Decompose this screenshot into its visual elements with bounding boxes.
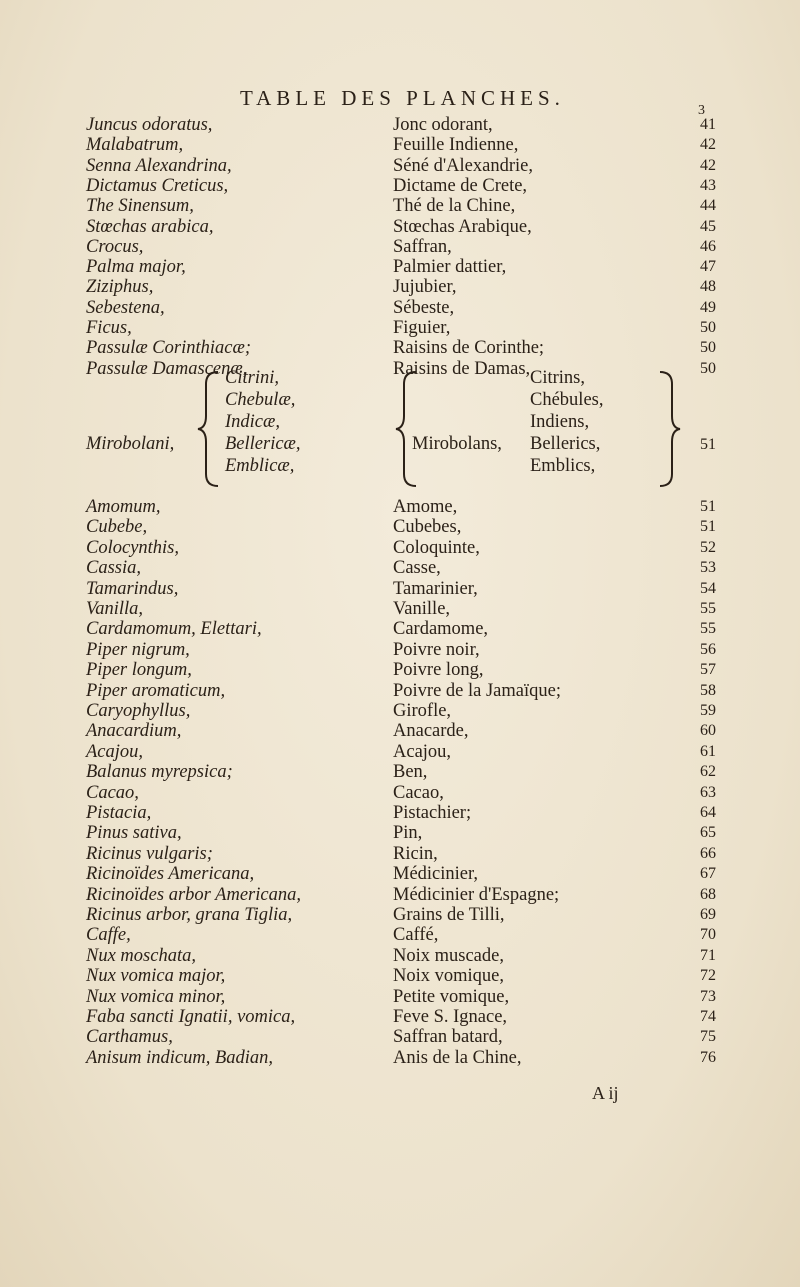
signature-mark: A ij xyxy=(592,1083,619,1103)
french-name: Sébeste, xyxy=(393,297,455,318)
latin-name: Cacao, xyxy=(86,782,139,803)
french-name: Jujubier, xyxy=(393,277,457,298)
latin-name: Caryophyllus, xyxy=(86,701,191,721)
table-row xyxy=(0,598,800,620)
french-name: Pin, xyxy=(393,823,423,844)
table-row xyxy=(0,843,800,865)
plate-number: 55 xyxy=(700,600,716,617)
latin-name: Tamarindus, xyxy=(86,578,179,599)
table-row xyxy=(0,720,800,742)
latin-name: Piper nigrum, xyxy=(86,639,190,660)
latin-name: Ricinus vulgaris; xyxy=(86,843,213,864)
plate-number: 57 xyxy=(700,661,716,679)
latin-name: Stœchas arabica, xyxy=(86,216,214,237)
french-name: Noix vomique, xyxy=(393,966,504,987)
mirobolans-label: Mirobolans, xyxy=(412,434,502,454)
french-name: Cardamome, xyxy=(393,619,489,640)
latin-name: Sebestena, xyxy=(86,297,165,318)
french-name: Petite vomique, xyxy=(393,986,510,1007)
latin-name: Colocynthis, xyxy=(86,537,180,558)
plate-number: 49 xyxy=(700,298,716,316)
french-name: Vanille, xyxy=(393,599,451,619)
plate-number: 63 xyxy=(700,783,716,801)
plate-number: 59 xyxy=(700,702,716,719)
plate-number: 68 xyxy=(700,885,716,903)
latin-name: Vanilla, xyxy=(86,599,144,619)
latin-name: Acajou, xyxy=(86,741,144,762)
french-name: Raisins de Corinthe; xyxy=(393,338,545,359)
table-row xyxy=(0,700,800,722)
table-row xyxy=(0,114,800,136)
french-name: Médicinier d'Espagne; xyxy=(393,884,560,905)
latin-name: Palma major, xyxy=(86,257,186,278)
latin-name: Passulæ Corinthiacæ; xyxy=(86,338,251,359)
mirobolani-label: Mirobolani, xyxy=(86,434,175,454)
plate-number: 75 xyxy=(700,1028,716,1046)
latin-name: Anisum indicum, Badian, xyxy=(86,1047,274,1068)
plate-number: 60 xyxy=(700,722,716,740)
french-name: Anacarde, xyxy=(393,721,469,742)
french-name: Dictame de Crete, xyxy=(393,175,528,196)
latin-name: Balanus myrepsica; xyxy=(86,762,233,783)
plate-number: 69 xyxy=(700,906,716,923)
french-name: Noix muscade, xyxy=(393,945,504,966)
plate-number: 41 xyxy=(700,116,716,133)
plate-number: 58 xyxy=(700,681,716,699)
table-row xyxy=(0,904,800,926)
french-name: Coloquinte, xyxy=(393,537,480,558)
plate-number: 66 xyxy=(700,844,716,862)
table-row xyxy=(0,680,800,702)
plate-number: 45 xyxy=(700,217,716,235)
plate-number: 70 xyxy=(700,926,716,944)
table-row xyxy=(0,945,800,967)
plate-number: 50 xyxy=(700,359,716,377)
french-name: Jonc odorant, xyxy=(393,115,493,135)
table-row xyxy=(0,863,800,885)
french-name: Poivre de la Jamaïque; xyxy=(393,680,561,701)
french-name: Casse, xyxy=(393,558,441,579)
table-row xyxy=(0,175,800,197)
latin-name: Piper longum, xyxy=(86,660,192,681)
latin-name: Nux moschata, xyxy=(86,945,196,966)
table-row xyxy=(0,516,800,538)
table-row xyxy=(0,986,800,1008)
plate-number: 76 xyxy=(700,1048,716,1066)
plate-number: 73 xyxy=(700,987,716,1005)
latin-name: Ricinus arbor, grana Tiglia, xyxy=(86,905,293,925)
table-row xyxy=(0,618,800,640)
latin-name: Cubebe, xyxy=(86,517,148,538)
latin-name: Ficus, xyxy=(86,318,132,338)
page-title: TABLE DES PLANCHES. xyxy=(240,86,565,110)
plate-number: 65 xyxy=(700,824,716,842)
table-row xyxy=(0,496,800,518)
latin-name: Anacardium, xyxy=(86,721,182,742)
french-name: Feve S. Ignace, xyxy=(393,1007,508,1027)
latin-name: Nux vomica minor, xyxy=(86,986,226,1007)
latin-name: Ricinoïdes arbor Americana, xyxy=(86,884,301,905)
french-name: Raisins de Damas, xyxy=(393,358,531,379)
mirobolani-item: Bellericæ, xyxy=(225,434,301,454)
mirobolans-item: Chébules, xyxy=(530,390,604,410)
french-name: Amome, xyxy=(393,497,458,517)
latin-name: Cassia, xyxy=(86,558,142,579)
plate-number: 51 xyxy=(700,498,716,515)
plate-number: 48 xyxy=(700,278,716,296)
french-name: Ben, xyxy=(393,762,428,783)
latin-name: Nux vomica major, xyxy=(86,966,226,987)
french-name: Séné d'Alexandrie, xyxy=(393,155,533,176)
table-row xyxy=(0,195,800,217)
plate-number: 54 xyxy=(700,579,716,597)
table-row xyxy=(0,741,800,763)
table-row xyxy=(0,236,800,258)
left-brace-icon xyxy=(198,370,222,488)
table-row xyxy=(0,884,800,906)
table-row xyxy=(0,216,800,238)
table-row xyxy=(0,297,800,319)
mirobolani-item: Chebulæ, xyxy=(225,390,296,410)
latin-name: Cardamomum, Elettari, xyxy=(86,619,262,640)
mirobolani-item: Citrini, xyxy=(225,368,279,388)
table-row xyxy=(0,782,800,804)
table-row xyxy=(0,659,800,681)
plate-number: 52 xyxy=(700,538,716,556)
table-row xyxy=(0,924,800,946)
mirobolani-item: Indicæ, xyxy=(225,412,280,432)
latin-name: Pinus sativa, xyxy=(86,823,182,844)
latin-name: Passulæ Damascenæ, xyxy=(86,358,248,379)
latin-name: Faba sancti Ignatii, vomica, xyxy=(86,1007,296,1027)
french-name: Acajou, xyxy=(393,741,452,762)
plate-number: 67 xyxy=(700,865,716,883)
latin-name: Carthamus, xyxy=(86,1027,173,1048)
latin-name: Juncus odoratus, xyxy=(86,115,213,135)
mirobolans-item: Emblics, xyxy=(530,456,596,476)
french-name: Feuille Indienne, xyxy=(393,135,519,156)
latin-name: Dictamus Creticus, xyxy=(86,175,229,196)
table-row xyxy=(0,761,800,783)
plate-number: 50 xyxy=(700,339,716,357)
mirobolani-item: Emblicæ, xyxy=(225,456,295,476)
french-name: Thé de la Chine, xyxy=(393,196,516,217)
french-name: Anis de la Chine, xyxy=(393,1047,522,1068)
french-name: Pistachier; xyxy=(393,803,472,823)
plate-number: 42 xyxy=(700,156,716,174)
french-name: Figuier, xyxy=(393,318,451,338)
table-row xyxy=(0,256,800,278)
french-name: Médicinier, xyxy=(393,864,479,885)
latin-name: The Sinensum, xyxy=(86,196,194,217)
table-row xyxy=(0,802,800,824)
plate-number: 56 xyxy=(700,640,716,658)
plate-number: 55 xyxy=(700,620,716,638)
latin-name: Caffe, xyxy=(86,925,131,946)
right-brace-icon xyxy=(658,370,682,488)
latin-name: Ricinoïdes Americana, xyxy=(86,864,255,885)
latin-name: Senna Alexandrina, xyxy=(86,155,232,176)
plate-number: 47 xyxy=(700,258,716,276)
french-name: Poivre noir, xyxy=(393,639,480,660)
table-row xyxy=(0,317,800,339)
french-name: Poivre long, xyxy=(393,660,484,681)
latin-name: Pistacia, xyxy=(86,803,152,823)
latin-name: Amomum, xyxy=(86,497,161,517)
latin-name: Ziziphus, xyxy=(86,277,154,298)
plate-number: 51 xyxy=(700,518,716,536)
table-row xyxy=(0,1006,800,1028)
plate-number: 50 xyxy=(700,319,716,336)
table-row xyxy=(0,1026,800,1048)
table-row xyxy=(0,537,800,559)
plate-number: 44 xyxy=(700,197,716,215)
plate-number: 42 xyxy=(700,136,716,154)
french-name: Grains de Tilli, xyxy=(393,905,505,925)
plate-number: 53 xyxy=(700,559,716,577)
left-brace-icon xyxy=(396,370,420,488)
plate-number: 71 xyxy=(700,946,716,964)
mirobolans-item: Bellerics, xyxy=(530,434,601,454)
table-row xyxy=(0,822,800,844)
french-name: Palmier dattier, xyxy=(393,257,507,278)
table-row xyxy=(0,134,800,156)
table-row xyxy=(0,965,800,987)
plate-number: 43 xyxy=(700,176,716,194)
french-name: Girofle, xyxy=(393,701,452,721)
french-name: Stœchas Arabique, xyxy=(393,216,532,237)
french-name: Saffran batard, xyxy=(393,1027,503,1048)
plate-number: 61 xyxy=(700,742,716,760)
plate-number: 64 xyxy=(700,804,716,821)
french-name: Tamarinier, xyxy=(393,578,478,599)
mirobolans-item: Indiens, xyxy=(530,412,590,432)
table-row xyxy=(0,276,800,298)
french-name: Caffé, xyxy=(393,925,439,946)
french-name: Cubebes, xyxy=(393,517,462,538)
table-row xyxy=(0,337,800,359)
table-row xyxy=(0,578,800,600)
table-row xyxy=(0,1047,800,1069)
french-name: Ricin, xyxy=(393,843,438,864)
table-row xyxy=(0,557,800,579)
plate-number: 62 xyxy=(700,763,716,781)
mirobolans-item: Citrins, xyxy=(530,368,585,388)
table-row xyxy=(0,639,800,661)
latin-name: Crocus, xyxy=(86,236,144,257)
page-mark: 3 xyxy=(698,103,705,118)
french-name: Cacao, xyxy=(393,782,444,803)
french-name: Saffran, xyxy=(393,236,452,257)
table-row xyxy=(0,155,800,177)
latin-name: Piper aromaticum, xyxy=(86,680,226,701)
latin-name: Malabatrum, xyxy=(86,135,184,156)
plate-number: 72 xyxy=(700,967,716,985)
plate-number: 74 xyxy=(700,1008,716,1025)
plate-number: 46 xyxy=(700,237,716,255)
plate-number: 51 xyxy=(700,436,716,453)
